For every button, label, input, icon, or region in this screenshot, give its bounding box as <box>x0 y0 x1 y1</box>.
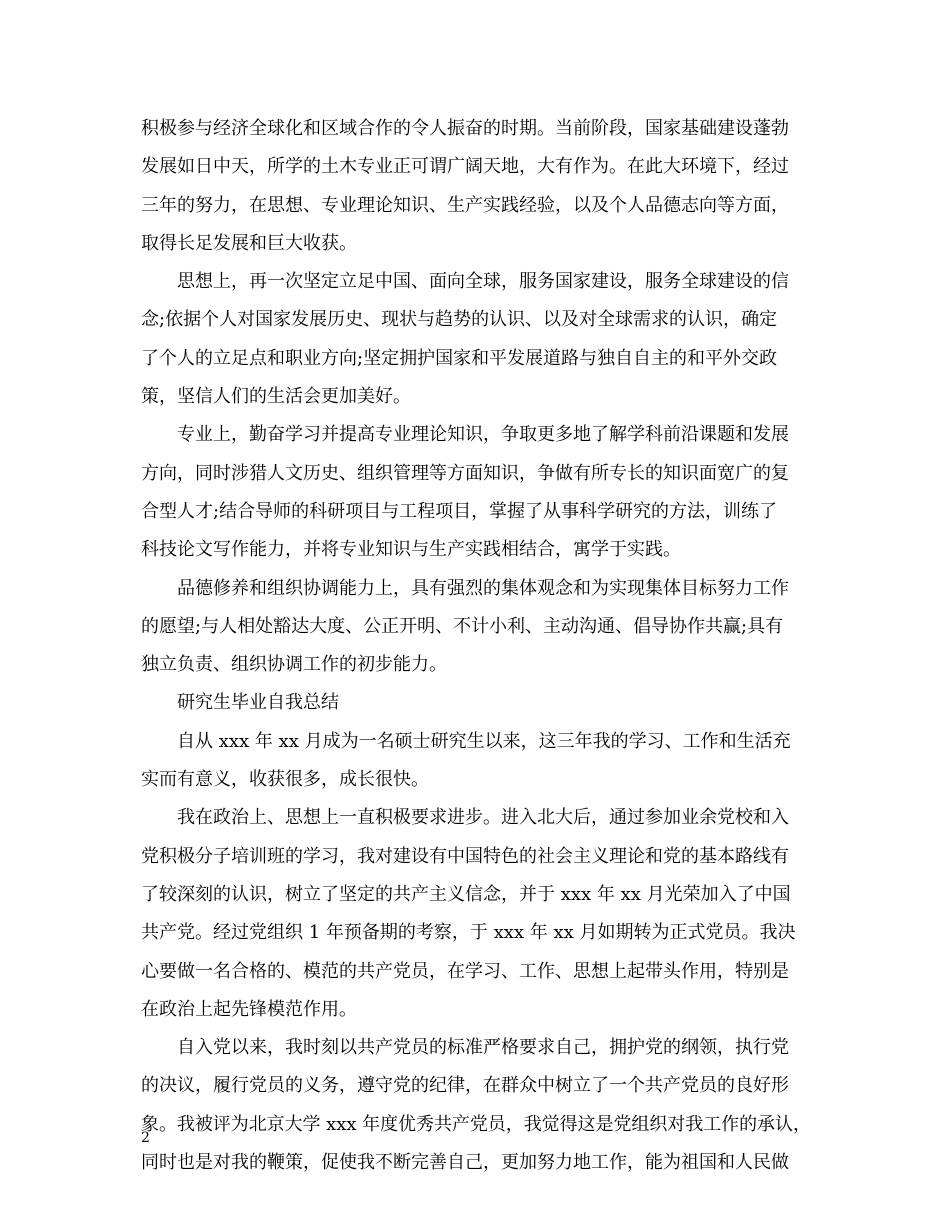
text-line: 的愿望;与人相处豁达大度、公正开明、不计小利、主动沟通、倡导协作共赢;具有 <box>141 615 784 637</box>
text-line: 心要做一名合格的、模范的共产党员，在学习、工作、思想上起带头作用，特别是 <box>141 960 789 982</box>
text-line: 发展如日中天，所学的土木专业正可谓广阔天地，大有作为。在此大环境下，经过 <box>141 156 789 178</box>
text-line: 品德修养和组织协调能力上，具有强烈的集体观念和为实现集体目标努力工作 <box>177 577 789 599</box>
text-line: 象。我被评为北京大学 xxx 年度优秀共产党员，我觉得这是党组织对我工作的承认， <box>141 1113 811 1135</box>
text-line: 策，坚信人们的生活会更加美好。 <box>141 386 411 408</box>
text-line: 党积极分子培训班的学习，我对建设有中国特色的社会主义理论和党的基本路线有 <box>141 845 789 867</box>
text-line: 自从 xxx 年 xx 月成为一名硕士研究生以来，这三年我的学习、工作和生活充 <box>177 730 791 752</box>
text-line: 自入党以来，我时刻以共产党员的标准严格要求自己，拥护党的纲领，执行党 <box>177 1037 789 1059</box>
text-line: 念;依据个人对国家发展历史、现状与趋势的认识、以及对全球需求的认识，确定 <box>141 309 778 331</box>
text-line: 实而有意义，收获很多，成长很快。 <box>141 769 429 791</box>
page-number: 2 <box>141 1130 150 1146</box>
text-line: 科技论文写作能力，并将专业知识与生产实践相结合，寓学于实践。 <box>141 539 681 561</box>
text-line: 了个人的立足点和职业方向;坚定拥护国家和平发展道路与独自自主的和平外交政 <box>141 347 778 369</box>
text-line: 在政治上起先锋模范作用。 <box>141 998 357 1020</box>
text-line: 我在政治上、思想上一直积极要求进步。进入北大后，通过参加业余党校和入 <box>177 807 789 829</box>
text-line: 方向，同时涉猎人文历史、组织管理等方面知识，争做有所专长的知识面宽广的复 <box>141 462 789 484</box>
text-line: 专业上，勤奋学习并提高专业理论知识，争取更多地了解学科前沿课题和发展 <box>177 424 789 446</box>
text-line: 共产党。经过党组织 1 年预备期的考察，于 xxx 年 xx 月如期转为正式党员。我决 <box>141 922 796 944</box>
text-line: 三年的努力，在思想、专业理论知识、生产实践经验，以及个人品德志向等方面， <box>141 194 789 216</box>
text-line: 思想上，再一次坚定立足中国、面向全球，服务国家建设，服务全球建设的信 <box>177 271 789 293</box>
text-line: 取得长足发展和巨大收获。 <box>141 232 357 254</box>
text-line: 积极参与经济全球化和区域合作的令人振奋的时期。当前阶段，国家基础建设蓬勃 <box>141 118 789 139</box>
text-line: 了较深刻的认识，树立了坚定的共产主义信念，并于 xxx 年 xx 月光荣加入了中国 <box>141 883 791 905</box>
text-line: 的决议，履行党员的义务，遵守党的纪律，在群众中树立了一个共产党员的良好形 <box>141 1075 789 1097</box>
text-line: 合型人才;结合导师的科研项目与工程项目，掌握了从事科学研究的方法，训练了 <box>141 500 778 522</box>
text-line: 独立负责、组织协调工作的初步能力。 <box>141 654 447 676</box>
text-line: 研究生毕业自我总结 <box>177 692 339 714</box>
text-line: 同时也是对我的鞭策，促使我不断完善自己，更加努力地工作，能为祖国和人民做 <box>141 1152 789 1174</box>
page-body <box>141 110 811 1182</box>
